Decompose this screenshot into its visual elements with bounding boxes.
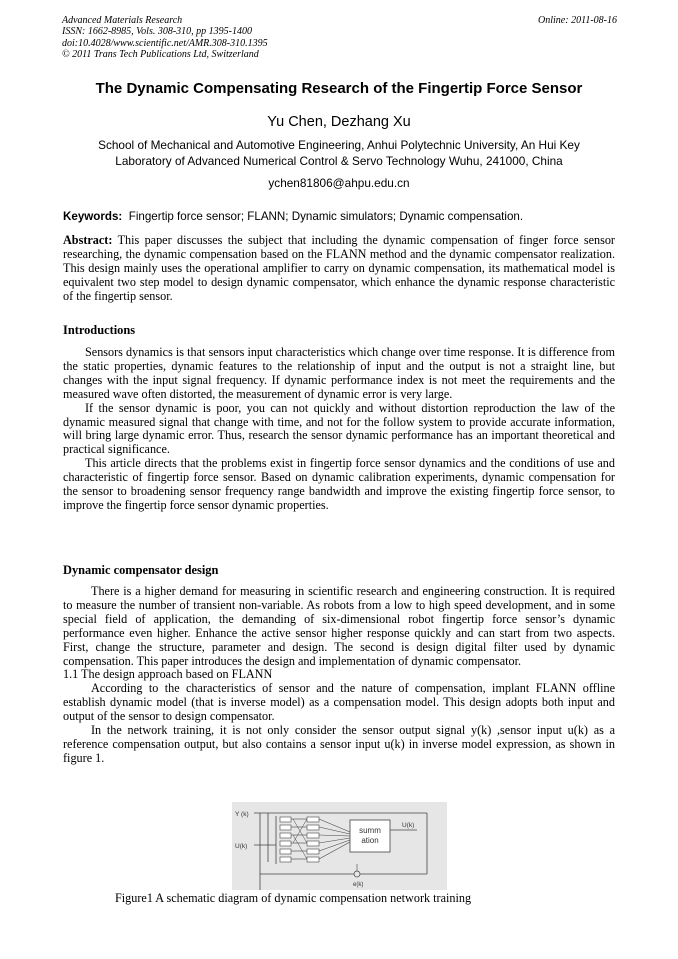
delay-block [280, 833, 291, 838]
paragraph: In the network training, it is not only consider the sensor output signal y(k) ,sensor input u(k) as a reference compensation output, but also contains a sensor input u(k) in inverse model expression, as shown in figure 1. [63, 723, 615, 765]
paragraph: This article directs that the problems exist in fingertip force sensor dynamics and the conditions of use and characteristic of fingertip force sensor. Based on dynamic calibration experiments, dynamic compensation for the sensor to broadening sensor frequency range bandwidth and improve the existing fingertip force sensor, to improve the fingertip force sensor dynamic properties. [63, 456, 615, 512]
paragraph: Sensors dynamics is that sensors input characteristics which change over time response. It is difference from the static properties, dynamic features to the relationship of input and the output is not a straight line, but changes with the input signal frequency. If dynamic performance index is not meet the requirements and the measured wave often distorted, the measurement of dynamic error is very large. [63, 345, 615, 401]
delay-block [280, 817, 291, 822]
weight-block [307, 849, 319, 854]
paper-authors: Yu Chen, Dezhang Xu [267, 114, 411, 130]
flann-schematic-figure [232, 802, 447, 890]
figure-caption: Figure1 A schematic diagram of dynamic compensation network training [115, 891, 472, 905]
section-heading-dynamic-compensator: Dynamic compensator design [63, 563, 219, 577]
weight-block [307, 841, 319, 846]
keywords [63, 210, 618, 223]
journal-name: Advanced Materials Research [62, 15, 183, 26]
introductions-section [63, 346, 615, 513]
abstract-text: This paper discusses the subject that including the dynamic compensation of finger force sensor researching, the dynamic compensation based on the FLANN method and the dynamic compensator realization. This design mainly uses the operational amplifier to carry on dynamic compensation, its mathematical model is equivalent two step model to design dynamic compensator, which enhance the dynamic response characteristic of the fingertip sensor. [63, 233, 615, 303]
weight-block [307, 817, 319, 822]
delay-block [280, 857, 291, 862]
keywords-text: Fingertip force sensor; FLANN; Dynamic simulators; Dynamic compensation. [128, 210, 524, 223]
delay-block [280, 825, 291, 830]
delay-block [280, 849, 291, 854]
author-email[interactable]: ychen81806@ahpu.edu.cn [268, 176, 410, 190]
paragraph: According to the characteristics of sensor and the nature of compensation, implant FLANN offline establish dynamic model (that is inverse model) as a compensation model. This design adopts both input and output of the sensor to design compensator. [63, 681, 615, 724]
online-date: Online: 2011-08-16 [538, 15, 617, 26]
paper-title: The Dynamic Compensating Research of the Fingertip Force Sensor [95, 80, 583, 97]
journal-issn: ISSN: 1662-8985, Vols. 308-310, pp 1395-1400 [62, 26, 252, 38]
summation-label-line-1: summ [359, 826, 381, 835]
paragraph: There is a higher demand for measuring in scientific research and engineering construction. It is required to measure the number of transient non-variable. As robots from a low to high speed development, and in some special field of application, the demanding of six-dimensional robot fingertip force sensor’s dynamic performance even higher. Enhance the active sensor higher response quickly and can start from two aspects. First, change the structure, parameter and design. The second is design digital filter used by dynamic compensation. This paper introduces the design and implementation of dynamic compensator. [63, 584, 615, 668]
keywords-label: Keywords: [63, 210, 123, 223]
abstract [63, 234, 615, 304]
journal-doi: doi:10.4028/www.scientific.net/AMR.308-310.1395 [62, 37, 268, 49]
figure-background [232, 802, 447, 890]
affiliation-line-1: School of Mechanical and Automotive Engineering, Anhui Polytechnic University, An Hui Key [98, 138, 580, 152]
label-yk: Y (k) [235, 811, 249, 818]
journal-header [62, 15, 617, 61]
summation-label-line-2: ation [361, 836, 379, 845]
abstract-label: Abstract: [63, 233, 113, 247]
weight-block [307, 833, 319, 838]
section-heading-introductions: Introductions [63, 323, 136, 337]
label-ek: e(k) [353, 882, 364, 888]
delay-block [280, 841, 291, 846]
subsection-heading: 1.1 The design approach based on FLANN [63, 667, 273, 682]
label-uk-output: U(k) [402, 822, 415, 829]
weight-block [307, 825, 319, 830]
journal-copyright: © 2011 Trans Tech Publications Ltd, Switzerland [62, 49, 259, 61]
dynamic-compensator-section [63, 585, 615, 766]
affiliation-line-2: Laboratory of Advanced Numerical Control & Servo Technology Wuhu, 241000, China [115, 153, 563, 168]
paper-affiliation [64, 138, 614, 169]
label-uk-input: U(k) [235, 843, 248, 850]
weight-block [307, 857, 319, 862]
paragraph: If the sensor dynamic is poor, you can not quickly and without distortion reproduction the law of the dynamic measured signal that change with time, and not for the follow system to provide accurate information, will bring large dynamic error. Thus, research the sensor dynamic performance has an important theoretical and practical significance. [63, 400, 615, 457]
